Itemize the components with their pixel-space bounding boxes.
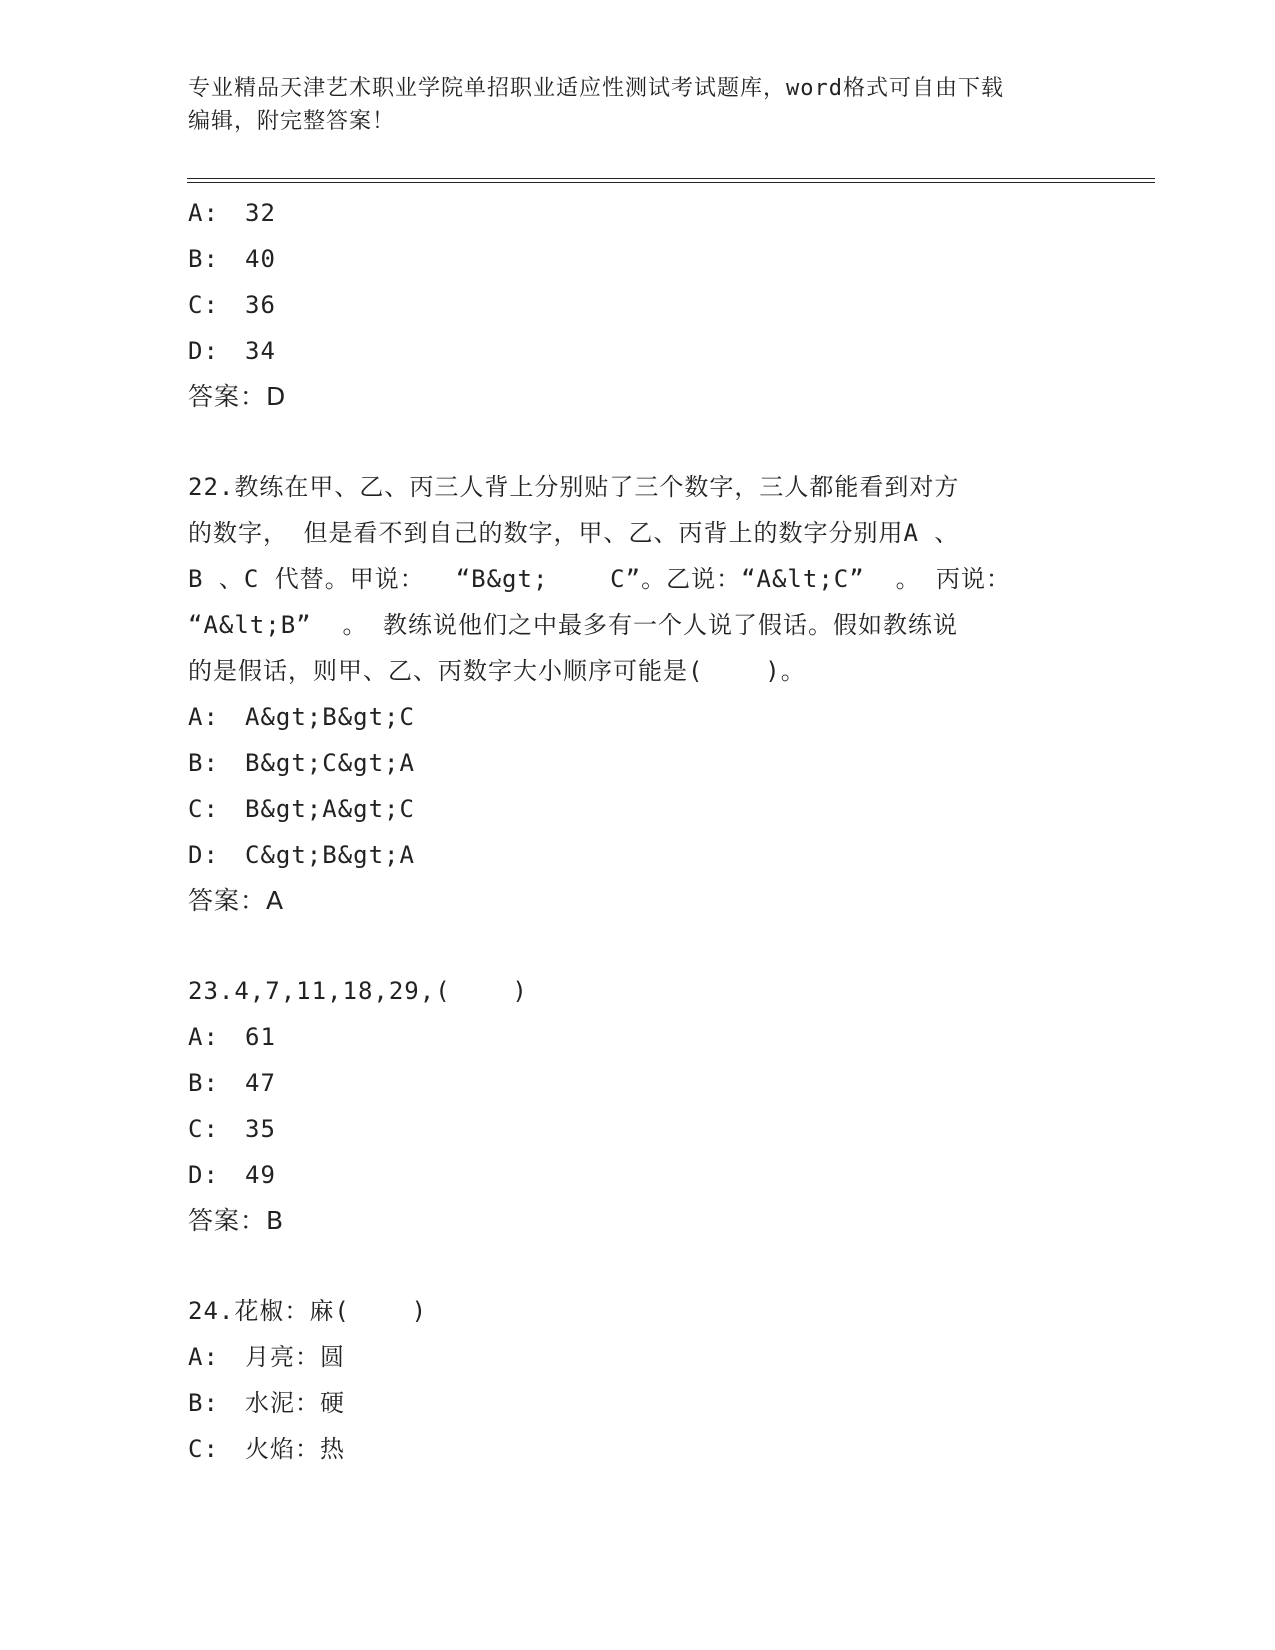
option-text: 61 [245,1023,276,1051]
option-key: C: [188,1435,219,1463]
option-c [188,1426,1088,1472]
option-text: 水泥：硬 [245,1389,345,1417]
option-key: D: [188,1161,219,1189]
option-key: A: [188,703,219,731]
option-key: B: [188,245,219,273]
question-stem-line-1: 22.教练在甲、乙、丙三人背上分别贴了三个数字，三人都能看到对方 [188,473,960,501]
option-key: B: [188,749,219,777]
option-key: D: [188,841,219,869]
option-b [188,740,1088,786]
question-list [188,190,1088,1472]
question-stem-line-5: 的是假话，则甲、乙、丙数字大小顺序可能是( )。 [188,657,806,685]
question-23 [188,968,1088,1244]
header-line-1: 专业精品天津艺术职业学院单招职业适应性测试考试题库，word格式可自由下载 [188,76,1004,101]
option-c [188,786,1088,832]
spacer [188,420,1088,464]
option-a [188,1014,1088,1060]
option-key: A: [188,1343,219,1371]
header-rule-top [187,178,1155,179]
option-c [188,282,1088,328]
option-d [188,1152,1088,1198]
header-line-2: 编辑，附完整答案！ [188,109,396,134]
question-stem-line-3: B 、C 代替。甲说： “B&gt; C”。乙说：“A&lt;C” 。 丙说： [188,565,1012,593]
answer-line: 答案：D [188,382,287,411]
option-text: 40 [245,245,276,273]
option-key: A: [188,199,219,227]
option-key: B: [188,1069,219,1097]
question-21 [188,190,1088,420]
option-d [188,832,1088,878]
option-b [188,236,1088,282]
option-text: 36 [245,291,276,319]
option-text: 47 [245,1069,276,1097]
option-text: C&gt;B&gt;A [245,841,415,869]
option-text: A&gt;B&gt;C [245,703,415,731]
option-a [188,1334,1088,1380]
option-key: A: [188,1023,219,1051]
question-stem: 24.花椒：麻( ) [188,1297,428,1325]
option-text: 32 [245,199,276,227]
answer-line: 答案：B [188,1206,285,1235]
document-header [188,72,1068,138]
option-b [188,1060,1088,1106]
option-key: C: [188,291,219,319]
option-a [188,190,1088,236]
option-key: B: [188,1389,219,1417]
option-d [188,328,1088,374]
question-24 [188,1288,1088,1472]
option-a [188,694,1088,740]
option-key: C: [188,1115,219,1143]
question-22 [188,464,1088,924]
header-rule-bottom [187,182,1155,183]
answer-line: 答案：A [188,886,285,915]
spacer [188,1244,1088,1288]
option-text: B&gt;C&gt;A [245,749,415,777]
question-stem-line-4: “A&lt;B” 。 教练说他们之中最多有一个人说了假话。假如教练说 [188,611,958,639]
option-text: 月亮：圆 [245,1343,345,1371]
option-text: 火焰：热 [245,1435,345,1463]
option-b [188,1380,1088,1426]
option-text: 49 [245,1161,276,1189]
option-key: D: [188,337,219,365]
question-stem: 23.4,7,11,18,29,( ) [188,977,528,1005]
option-text: B&gt;A&gt;C [245,795,415,823]
question-stem-line-2: 的数字， 但是看不到自己的数字，甲、乙、丙背上的数字分别用A 、 [188,519,960,547]
option-text: 34 [245,337,276,365]
spacer [188,924,1088,968]
option-key: C: [188,795,219,823]
option-text: 35 [245,1115,276,1143]
option-c [188,1106,1088,1152]
